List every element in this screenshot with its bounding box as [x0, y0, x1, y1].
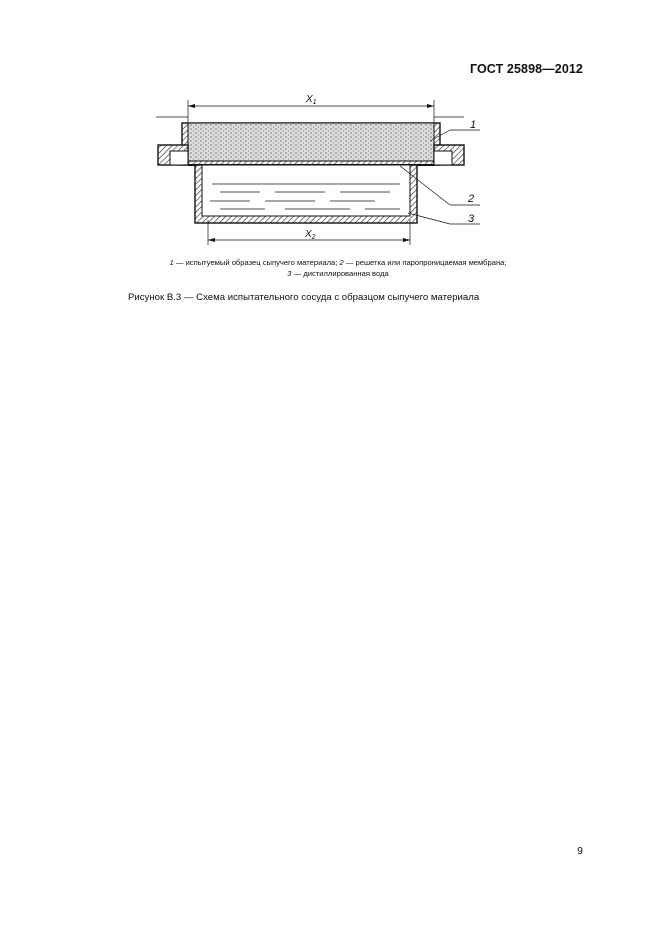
legend-num-2: 2 [339, 258, 344, 267]
sample-holder-frame [182, 123, 440, 165]
dimension-x1 [188, 94, 434, 124]
legend-text-2: — решетка или паропроницаемая мембрана; [343, 258, 507, 267]
document-standard-header: ГОСТ 25898—2012 [469, 62, 583, 76]
dimension-x2 [208, 220, 410, 245]
callout-3 [408, 213, 480, 225]
legend-text-1: — испытуемый образец сыпучего материала; [173, 258, 340, 267]
figure-legend [118, 258, 558, 279]
svg-text:2: 2 [468, 193, 475, 205]
svg-text:1: 1 [470, 119, 477, 131]
test-vessel-diagram [150, 88, 490, 250]
water-vessel [195, 165, 417, 223]
dimension-x2-label: $X_2$ [305, 229, 316, 241]
legend-num-1: 1 [169, 258, 174, 267]
legend-text-3: — дистиллированная вода [291, 268, 389, 278]
legend-num-3: 3 [287, 268, 292, 278]
page-number: 9 [577, 845, 583, 857]
dimension-x1-label: $X_1$ [306, 94, 317, 106]
svg-text:3: 3 [468, 213, 475, 225]
figure-caption: Рисунок В.3 — Схема испытательного сосуда с образцом сыпучего материала [128, 292, 480, 303]
